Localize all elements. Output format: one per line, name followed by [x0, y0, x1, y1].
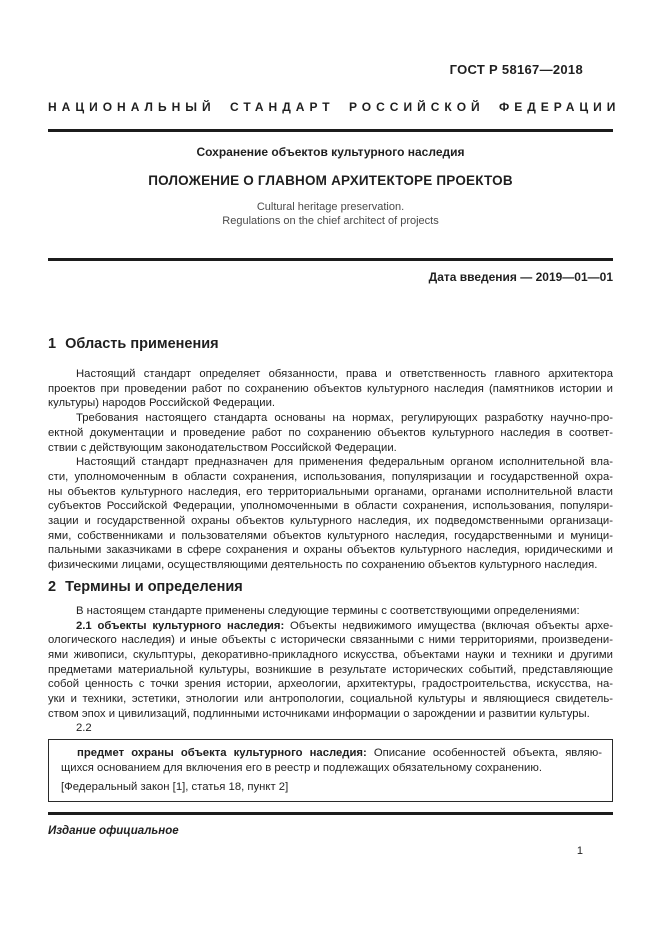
text-line: физическими лицами, осуществляющими деятельность по сохранению объектов культурного наследия.	[48, 559, 598, 572]
english-title-line1: Cultural heritage preservation.	[256, 201, 405, 213]
boxed-term-first-line	[61, 746, 602, 761]
section-2-title: Термины и определения	[65, 578, 243, 595]
boxed-term-definition-start: Описание особенностей объекта, являю-	[373, 747, 602, 760]
section-1-heading	[48, 335, 613, 354]
text-line: уки и техники, эстетики, этнологии или антропологии, социальной культуры и являющиеся свидетель-	[48, 693, 613, 706]
english-title-line2: Regulations on the chief architect of projects	[222, 215, 439, 227]
section-1-paragraph-2	[48, 411, 613, 455]
text-line: сти, уполномоченным в области сохранения, использования, популяризации и государственной охра-	[48, 470, 613, 483]
footer-rule	[48, 812, 613, 815]
boxed-term-label: предмет охраны объекта культурного наследия:	[77, 747, 367, 760]
term-2-2-number: 2.2	[76, 722, 92, 735]
header-rule-top	[48, 129, 613, 132]
text-line: ектной документации и проведение работ по сохранению объектов культурного наследия в соответ-	[48, 426, 613, 439]
main-title: ПОЛОЖЕНИЕ О ГЛАВНОМ АРХИТЕКТОРЕ ПРОЕКТОВ	[148, 173, 513, 188]
text-line: ями живописи, скульптуры, декоративно-прикладного искусства, объектами науки и техники и другими	[48, 648, 613, 661]
text-line: предметами материальной культуры, возникшие в результате исторических событий, представляющие	[48, 663, 613, 676]
text-line: собой ценность с точки зрения истории, археологии, архитектуры, градостроительства, искусства, на-	[48, 678, 613, 691]
text-line: ствии с действующим законодательством Российской Федерации.	[48, 441, 397, 454]
english-title	[48, 200, 613, 228]
text-line: Настоящий стандарт определяет обязанности, права и ответственность главного архитектора	[76, 368, 613, 380]
text-line: ны объектов культурного наследия, его территориальными органами, органами исполнительной власти	[48, 485, 613, 498]
section-1-title: Область применения	[65, 336, 219, 352]
doc-code: ГОСТ Р 58167—2018	[449, 62, 583, 77]
text-line: проектов при проведении работ по сохранению объектов культурного наследия (памятников истории и	[48, 382, 613, 395]
term-2-1-label: 2.1 объекты культурного наследия:	[76, 619, 285, 632]
text-line: ологического наследия) и иные объекты с исторически связанными с ними территориями, произведени-	[48, 634, 613, 647]
section-2-heading	[48, 578, 613, 597]
text-line: субъектов Российской Федерации, уполномоченными в области сохранения, использования, популяри-	[48, 500, 613, 513]
boxed-term-definition-line2: щихся основанием для включения его в реестр и подлежащих обязательному сохранению.	[61, 761, 542, 774]
official-edition-note: Издание официальное	[48, 825, 179, 837]
text-line: ями, собственниками и пользователями объектов культурного наследия, государственными и муници-	[48, 529, 613, 542]
page-number: 1	[576, 845, 583, 857]
subject-title: Сохранение объектов культурного наследия	[196, 145, 465, 159]
text-line: Требования настоящего стандарта основаны на нормах, регулирующих разработку научно-про-	[76, 412, 613, 425]
term-2-1-first-line	[48, 619, 613, 634]
terms-intro: В настоящем стандарте применены следующие термины с соответствующими определениями:	[76, 604, 580, 617]
source-reference: [Федеральный закон [1], статья 18, пункт 2]	[61, 780, 289, 793]
definition-box	[48, 739, 613, 802]
section-1-number: 1	[48, 336, 57, 352]
term-2-1	[48, 619, 613, 722]
term-2-1-definition-start: Объекты недвижимого имущества (включая объекты архе-	[290, 619, 613, 632]
text-line: зации и государственной охраны объектов культурного наследия, их подведомственными организаци-	[48, 515, 613, 528]
section-1-paragraph-3	[48, 455, 613, 573]
header-rule-bottom	[48, 258, 613, 261]
text-line: Настоящий стандарт предназначен для применения федеральным органом исполнительной вла-	[76, 456, 613, 469]
national-standard-banner: НАЦИОНАЛЬНЫЙ СТАНДАРТ РОССИЙСКОЙ ФЕДЕРАЦИИ	[48, 100, 621, 114]
section-2-number: 2	[48, 578, 57, 595]
effective-date: Дата введения — 2019—01—01	[428, 270, 613, 284]
text-line: ством эпох и цивилизаций, подлинными источниками информации о зарождении и развитии культуры.	[48, 707, 590, 720]
section-1-paragraph-1	[48, 367, 613, 411]
term-2-1-definition-lines	[48, 633, 613, 721]
page-footer	[48, 812, 613, 858]
text-line: культуры) народов Российской Федерации.	[48, 397, 276, 410]
text-line: пальными заказчиками в сфере сохранения и охраны объектов культурного наследия, юридическими и	[48, 544, 613, 557]
